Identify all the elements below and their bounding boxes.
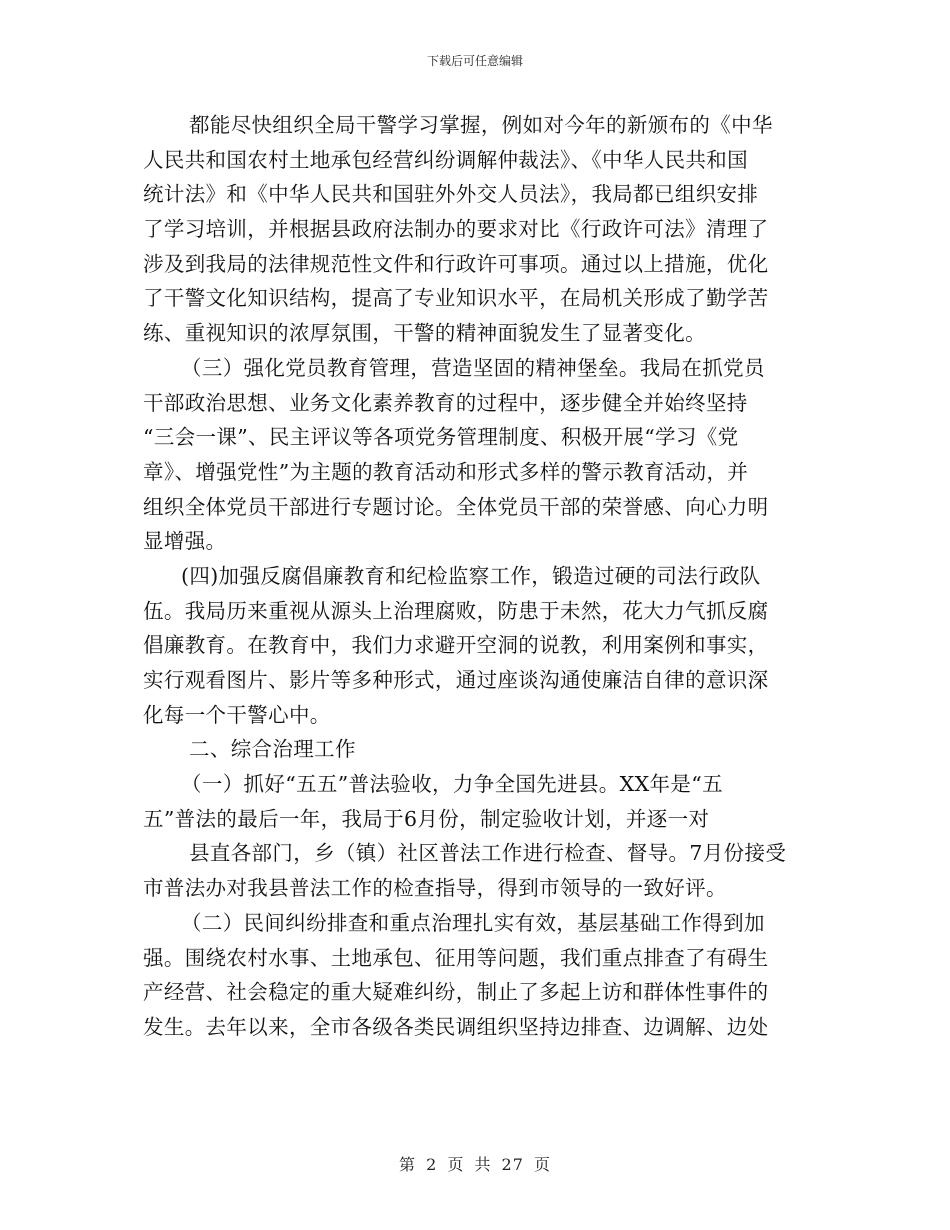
section-heading-line: （二）民间纠纷排查和重点治理扎实有效，基层基础工作得到加 xyxy=(181,910,765,935)
text-line: 干部政治思想、业务文化素养教育的过程中，逐步健全并始终坚持 xyxy=(143,390,748,415)
section-heading-line: （三）强化党员教育管理，营造坚固的精神堡垒。我局在抓党员 xyxy=(181,355,765,380)
text-line: 实行观看图片、影片等多种形式，通过座谈沟通使廉洁自律的意识深 xyxy=(143,668,769,692)
text-line: 伍。我局历来重视从源头上治理腐败，防患于未然，花大力气抓反腐 xyxy=(143,598,769,623)
section-heading-line: （一）抓好“五五”普法验收，力争全国先进县。XX年是“五 xyxy=(181,772,723,797)
text-line: 产经营、社会稳定的重大疑难纠纷，制止了多起上访和群体性事件的 xyxy=(143,980,769,1005)
text-line: 组织全体党员干部进行专题讨论。全体党员干部的荣誉感、向心力明 xyxy=(143,494,769,519)
text-line: 都能尽快组织全局干警学习掌握，例如对今年的新颁布的《中华 xyxy=(189,113,773,137)
text-line: 了干警文化知识结构，提高了专业知识水平，在局机关形成了勤学苦 xyxy=(143,286,769,311)
section-title: 二、综合治理工作 xyxy=(189,737,356,762)
text-line: 显增强。 xyxy=(143,529,227,554)
text-line: 了学习培训，并根据县政府法制办的要求对比《行政许可法》清理了 xyxy=(143,217,769,242)
text-line: 人民共和国农村土地承包经营纠纷调解仲裁法》、《中华人民共和国 xyxy=(143,147,748,172)
text-line: 练、重视知识的浓厚氛围，干警的精神面貌发生了显著变化。 xyxy=(143,321,706,346)
text-line: 涉及到我局的法律规范性文件和行政许可事项。通过以上措施，优化 xyxy=(143,251,769,276)
page-header: 下载后可任意编辑 xyxy=(426,54,523,68)
text-line: 化每一个干警心中。 xyxy=(143,702,331,727)
text-line: 强。围绕农村水事、土地承包、征用等问题，我们重点排查了有碍生 xyxy=(143,945,769,970)
text-line: 章》、增强党性”为主题的教育活动和形式多样的警示教育活动，并 xyxy=(143,459,749,484)
section-heading-line: (四)加强反腐倡廉教育和纪检监察工作，锻造过硬的司法行政队 xyxy=(181,563,761,588)
document-body xyxy=(143,108,808,1045)
page-number: 第 2 页 共 27 页 xyxy=(399,1155,551,1174)
text-line: 发生。去年以来，全市各级各类民调组织坚持边排查、边调解、边处 xyxy=(143,1014,769,1039)
text-line: “三会一课”、民主评议等各项党务管理制度、积极开展“学习《党 xyxy=(143,425,739,450)
text-line: 统计法》和《中华人民共和国驻外外交人员法》，我局都已组织安排 xyxy=(143,182,759,207)
text-line: 五”普法的最后一年，我局于6月份，制定验收计划，并逐一对 xyxy=(143,806,710,831)
text-line: 市普法办对我县普法工作的检查指导，得到市领导的一致好评。 xyxy=(143,876,727,901)
text-line: 倡廉教育。在教育中，我们力求避开空洞的说教，利用案例和事实， xyxy=(143,633,769,658)
text-line: 县直各部门，乡（镇）社区普法工作进行检查、督导。7月份接受 xyxy=(189,841,787,866)
